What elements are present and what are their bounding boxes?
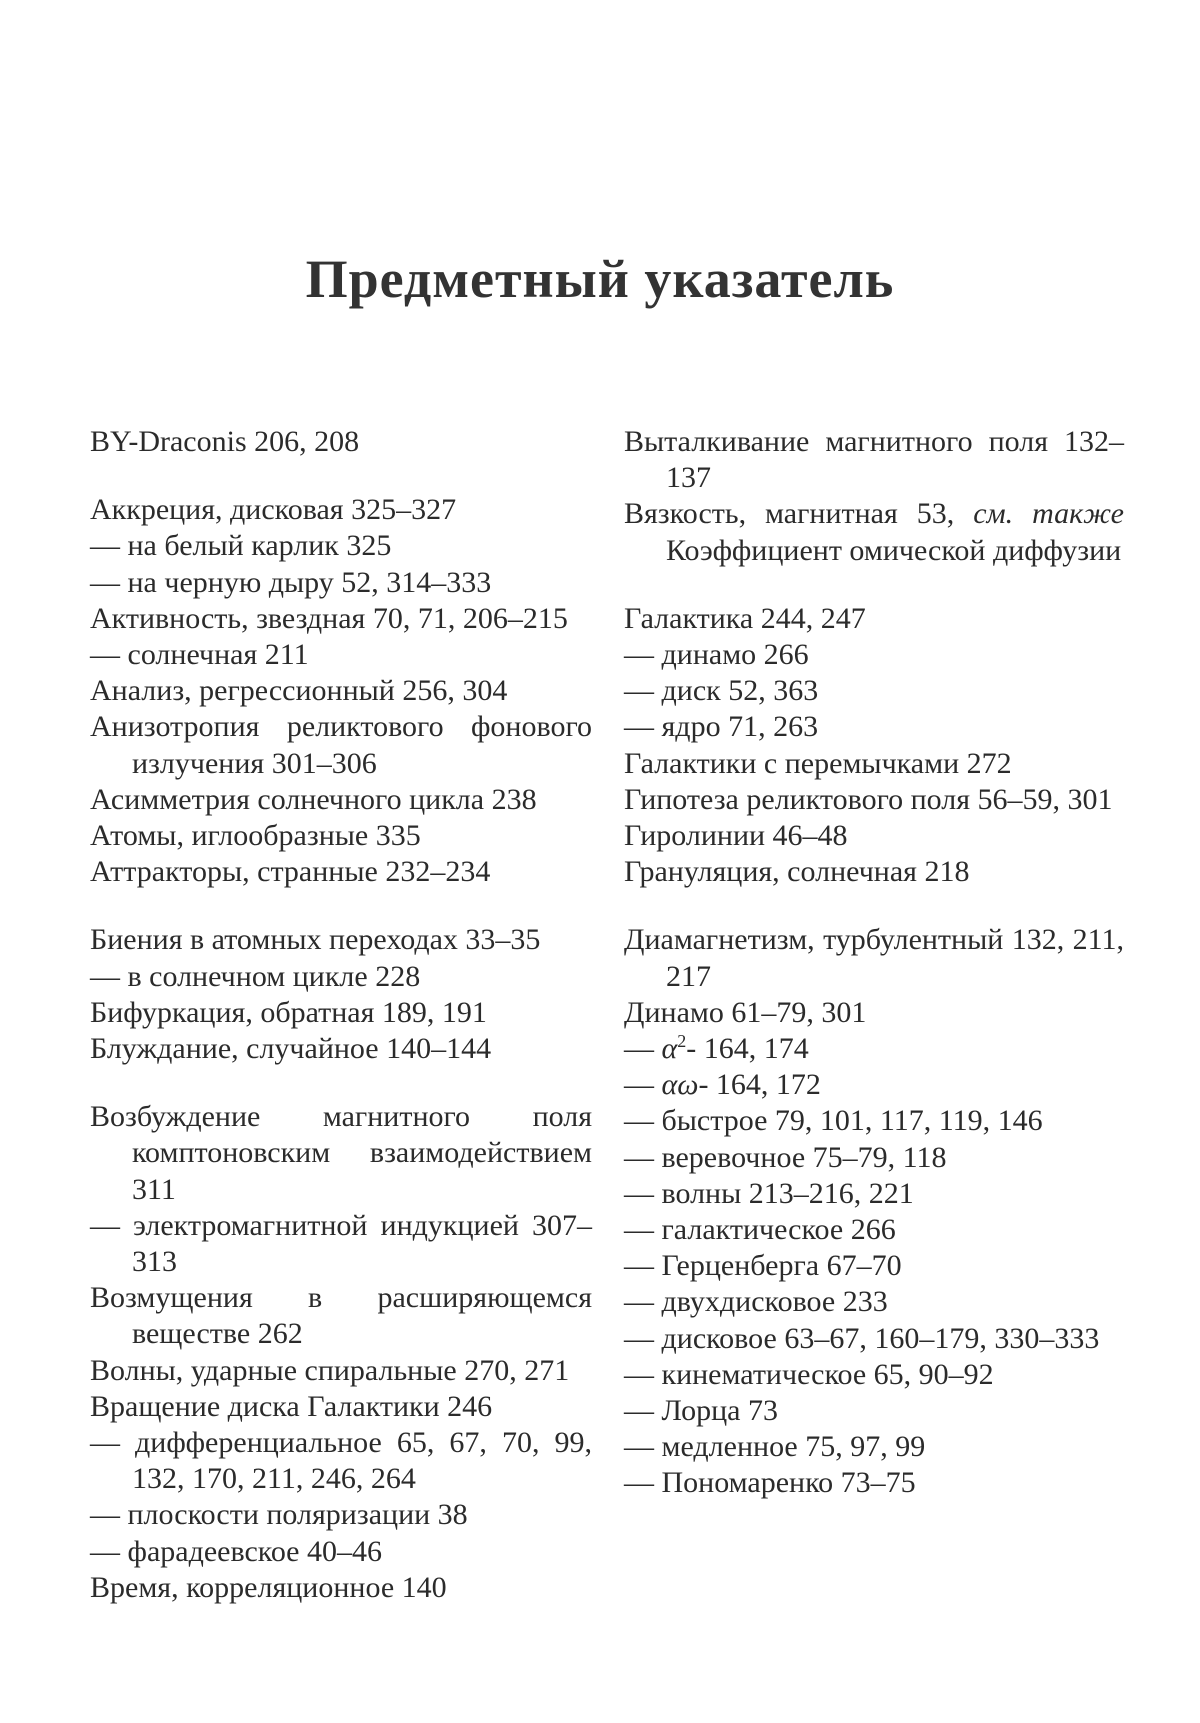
index-entry: [624, 1465, 1124, 1501]
index-entry-text: — электромагнитной индукцией 307–313: [90, 1208, 592, 1279]
index-entry-text: BY-Draconis 206, 208: [90, 425, 360, 458]
index-entry: [90, 709, 592, 781]
index-entry: [90, 1497, 592, 1533]
index-entry-text: Вязкость, магнитная 53,: [624, 497, 955, 531]
index-entry: [90, 854, 592, 890]
index-entry: [90, 1099, 592, 1208]
index-entry-text: Волны, ударные спиральные 270, 271: [90, 1353, 570, 1387]
index-entry: [90, 1534, 592, 1570]
index-entry-text: — медленное 75, 97, 99: [624, 1430, 926, 1464]
index-entry: [624, 1248, 1124, 1284]
math-superscript: 2: [677, 1031, 687, 1052]
index-entry: [624, 1321, 1124, 1357]
index-entry-text: Аккреция, дисковая 325–327: [90, 493, 457, 527]
index-entry-text: Вращение диска Галактики 246: [90, 1389, 493, 1423]
index-entry: [624, 818, 1124, 854]
index-entry: [90, 673, 592, 709]
index-entry: [90, 601, 592, 637]
index-entry-text: Биения в атомных переходах 33–35: [90, 923, 541, 957]
index-entry: [90, 492, 592, 528]
index-entry: [624, 854, 1124, 890]
index-entry-text: — на черную дыру 52, 314–333: [90, 565, 492, 599]
index-entry-text: — ядро 71, 263: [624, 710, 819, 744]
math-symbol: α: [661, 1032, 678, 1066]
index-entry: [90, 1208, 592, 1280]
index-entry-text: Гиролинии 46–48: [624, 819, 848, 853]
index-entry-text: Асимметрия солнечного цикла 238: [90, 782, 537, 816]
index-letter-group: [624, 922, 1124, 1501]
index-entry-text: Диамагнетизм, турбулентный 132, 211, 217: [624, 923, 1124, 993]
index-letter-group: [90, 424, 592, 460]
index-entry: [90, 818, 592, 854]
index-letter-group: [624, 601, 1124, 891]
index-entry-text: — быстрое 79, 101, 117, 119, 146: [624, 1104, 1043, 1138]
index-entry: [624, 1212, 1124, 1248]
index-entry: [624, 709, 1124, 745]
index-entry-text: — двухдисковое 233: [624, 1285, 888, 1319]
math-symbol: αω: [661, 1068, 699, 1102]
index-column-right: [624, 424, 1124, 1534]
index-entry-text: Динамо 61–79, 301: [624, 995, 867, 1029]
index-entry-text: — Лорца 73: [624, 1394, 778, 1428]
index-entry-text: — Герценберга 67–70: [624, 1249, 902, 1283]
index-column-left: [90, 424, 592, 1638]
index-letter-group: [90, 922, 592, 1067]
index-entry: [624, 995, 1124, 1031]
index-entry: [90, 1280, 592, 1352]
index-entry: [624, 424, 1124, 496]
index-letter-group: [624, 424, 1124, 569]
index-entry: [624, 1140, 1124, 1176]
index-entry: [624, 1067, 1124, 1103]
index-letter-group: [90, 1099, 592, 1606]
index-entry: [90, 1425, 592, 1497]
index-entry-text: Активность, звездная 70, 71, 206–215: [90, 601, 568, 635]
index-entry: [624, 496, 1124, 568]
index-entry: [624, 601, 1124, 637]
index-entry-text: — веревочное 75–79, 118: [624, 1140, 947, 1174]
index-entry-text: Блуждание, случайное 140–144: [90, 1032, 492, 1066]
index-entry: [624, 746, 1124, 782]
index-entry: [624, 1429, 1124, 1465]
index-entry-text: — диск 52, 363: [624, 674, 819, 708]
index-entry-text: — на белый карлик 325: [90, 529, 392, 563]
index-entry: [624, 637, 1124, 673]
index-entry-text: — плоскости поляризации 38: [90, 1498, 468, 1532]
index-entry-text: Атомы, иглообразные 335: [90, 819, 421, 853]
index-entry-text: — динамо 266: [624, 638, 809, 672]
index-entry-text: Возбуждение магнитного поля комптоновским взаимодействием 311: [90, 1100, 592, 1206]
index-entry: [90, 1570, 592, 1606]
index-entry: [624, 922, 1124, 994]
index-entry: [90, 1353, 592, 1389]
index-entry-text: — дифференциальное 65, 67, 70, 99, 132, 170, 211, 246, 264: [90, 1426, 592, 1496]
index-entry-text: Гипотеза реликтового поля 56–59, 301: [624, 782, 1113, 816]
index-entry-text: Время, корреляционное 140: [90, 1570, 447, 1604]
index-entry: [90, 995, 592, 1031]
index-entry-text: — фарадеевское 40–46: [90, 1534, 383, 1568]
index-entry-text: Выталкивание магнитного поля 132–137: [624, 425, 1124, 495]
index-entry-text: —: [624, 1068, 662, 1102]
index-entry-text: — дисковое 63–67, 160–179, 330–333: [624, 1321, 1100, 1355]
index-entry: [624, 673, 1124, 709]
index-entry: [90, 922, 592, 958]
index-letter-group: [90, 492, 592, 890]
index-entry: [90, 528, 592, 564]
index-entry: [624, 1284, 1124, 1320]
index-entry-text: Анализ, регрессионный 256, 304: [90, 674, 508, 708]
index-entry: [90, 424, 592, 460]
index-entry: [624, 1176, 1124, 1212]
index-entry-text: Возмущения в расширяющемся веществе 262: [90, 1281, 592, 1351]
index-entry-pages: - 164, 172: [698, 1068, 821, 1102]
index-entry-text: — солнечная 211: [90, 638, 309, 672]
see-also-label: см. также: [973, 497, 1124, 531]
index-entry-text: Бифуркация, обратная 189, 191: [90, 995, 487, 1029]
index-entry-text: Грануляция, солнечная 218: [624, 855, 970, 889]
index-entry: [624, 1031, 1124, 1067]
index-entry-text: Галактика 244, 247: [624, 601, 866, 635]
index-entry: [90, 1031, 592, 1067]
index-entry: [624, 1103, 1124, 1139]
index-entry-text: Галактики с перемычками 272: [624, 746, 1012, 780]
index-entry: [624, 782, 1124, 818]
index-entry-pages: - 164, 174: [686, 1032, 809, 1066]
index-entry-text: Аттракторы, странные 232–234: [90, 855, 491, 889]
index-entry: [624, 1357, 1124, 1393]
see-also-target: Коэффициент омической диффузии: [666, 533, 1122, 567]
index-entry: [624, 1393, 1124, 1429]
index-entry: [90, 565, 592, 601]
index-entry-text: — Пономаренко 73–75: [624, 1466, 916, 1500]
index-entry-text: — в солнечном цикле 228: [90, 959, 421, 993]
index-entry-text: —: [624, 1032, 662, 1066]
index-entry: [90, 637, 592, 673]
index-entry-text: Анизотропия реликтового фонового излучения 301–306: [90, 710, 592, 780]
index-entry-text: — волны 213–216, 221: [624, 1176, 914, 1210]
index-entry: [90, 1389, 592, 1425]
index-entry-text: — галактическое 266: [624, 1213, 896, 1247]
page-title: Предметный указатель: [305, 249, 895, 309]
index-entry: [90, 959, 592, 995]
index-entry-text: — кинематическое 65, 90–92: [624, 1357, 994, 1391]
index-entry: [90, 782, 592, 818]
